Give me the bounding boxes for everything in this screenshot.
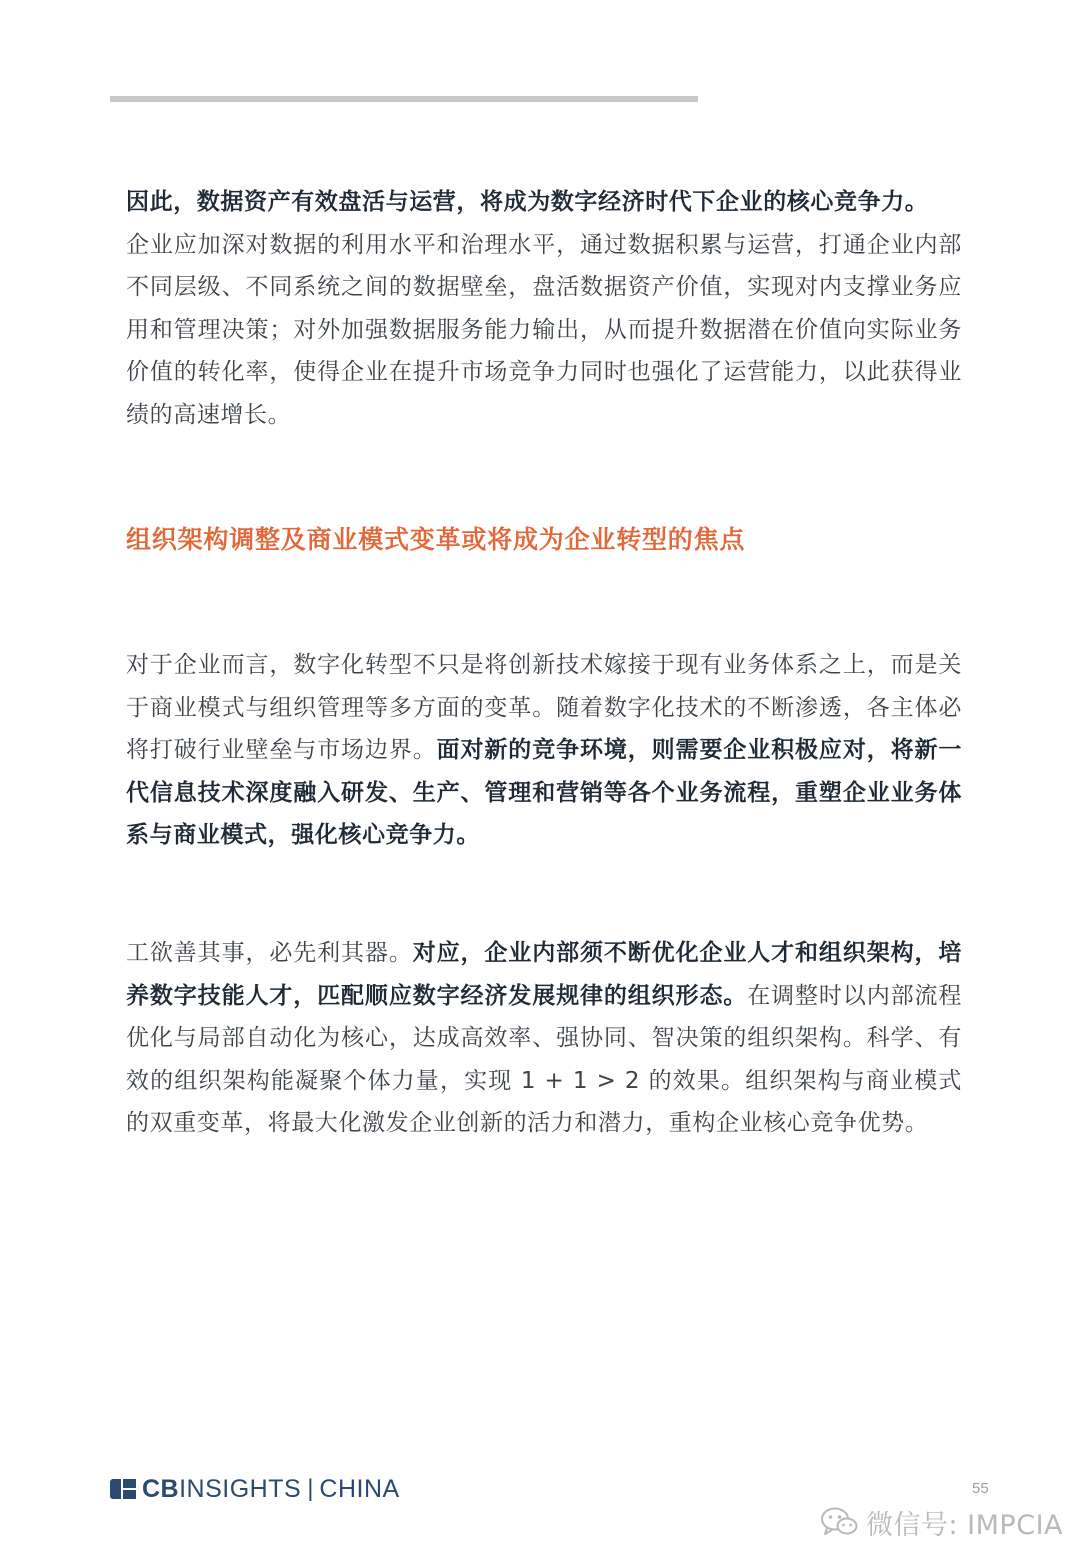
wechat-watermark xyxy=(820,1500,1063,1544)
logo-text-china: CHINA xyxy=(319,1474,400,1503)
paragraph-body: 企业应加深对数据的利用水平和治理水平，通过数据积累与运营，打通企业内部不同层级、不同系统之间的数据壁垒，盘活数据资产价值，实现对内支撑业务应用和管理决策；对外加强数据服务能力输出，从而提升数据潜在价值向实际业务价值的转化率，使得企业在提升市场竞争力同时也强化了运营能力，以此获得业绩的高速增长。 xyxy=(126,231,962,428)
paragraph-digital-transformation xyxy=(126,644,962,857)
paragraph-bold-emphasis: 对应，企业内部须不断优化企业人才和组织架构，培养数字技能人才，匹配顺应数字经济发展规律的组织形态。 xyxy=(126,940,962,1009)
paragraph-body-intro: 工欲善其事，必先利其器。 xyxy=(126,940,413,966)
cbinsights-logo-icon xyxy=(110,1479,136,1499)
top-divider xyxy=(110,96,698,102)
watermark-text: 微信号: IMPCIA xyxy=(866,1509,1064,1541)
paragraph-lead-bold: 因此，数据资产有效盘活与运营，将成为数字经济时代下企业的核心竞争力。 xyxy=(126,189,929,215)
paragraph-organization xyxy=(126,932,962,1145)
logo-text-insights: INSIGHTS xyxy=(179,1474,302,1503)
paragraph-bold-emphasis: 面对新的竞争环境，则需要企业积极应对，将新一代信息技术深度融入研发、生产、管理和营销等各个业务流程，重塑企业业务体系与商业模式，强化核心竞争力。 xyxy=(126,737,962,848)
logo-text-cb: CB xyxy=(142,1474,180,1503)
logo-separator: | xyxy=(307,1475,314,1502)
page-number: 55 xyxy=(972,1480,989,1497)
paragraph-body-rest: 在调整时以内部流程优化与局部自动化为核心，达成高效率、强协同、智决策的组织架构。科学、有效的组织架构能凝聚个体力量，实现 1 + 1 > 2 的效果。组织架构与商业模式的双重变革，将最大化激发企业创新的活力和潜力，重构企业核心竞争优势。 xyxy=(126,982,962,1136)
paragraph-data-assets xyxy=(126,181,962,436)
cbinsights-china-logo xyxy=(110,1474,400,1504)
paragraph-body: 对于企业而言，数字化转型不只是将创新技术嫁接于现有业务体系之上，而是关于商业模式与组织管理等多方面的变革。随着数字化技术的不断渗透，各主体必将打破行业壁垒与市场边界。 xyxy=(126,652,962,763)
wechat-icon xyxy=(820,1506,858,1538)
section-heading: 组织架构调整及商业模式变革或将成为企业转型的焦点 xyxy=(126,525,746,554)
